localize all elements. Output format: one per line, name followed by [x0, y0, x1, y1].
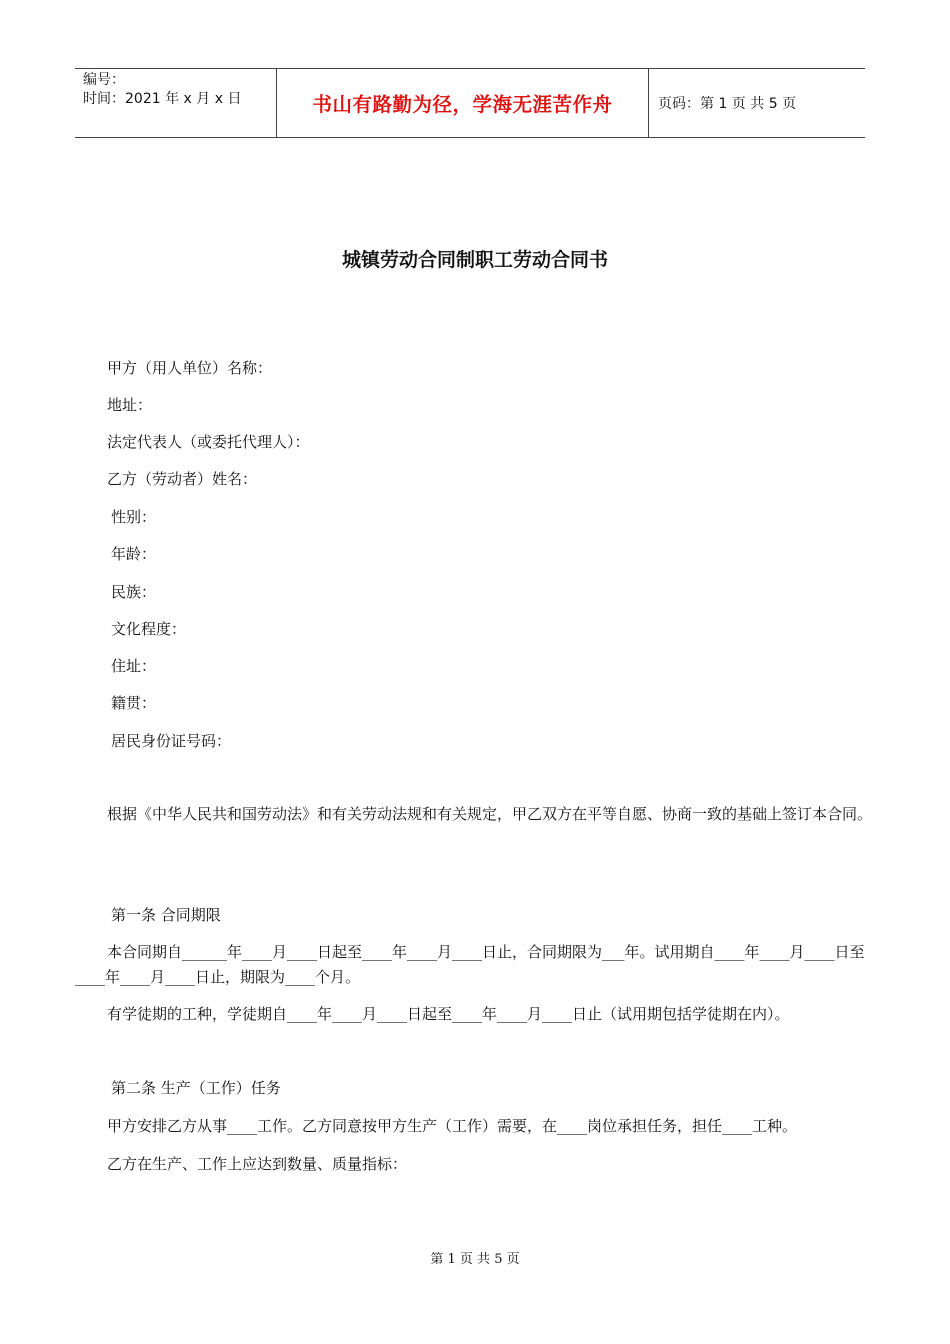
- field-age: 年龄：: [111, 545, 157, 563]
- article2-assignment-paragraph: 甲方安排乙方从事____工作。乙方同意按甲方生产（工作）需要，在____岗位承担任务，担任____工种。: [107, 1117, 798, 1135]
- header-page-info: 页码：第 1 页 共 5 页: [658, 96, 797, 112]
- field-native-place: 籍贯：: [111, 694, 157, 712]
- field-id-number: 居民身份证号码：: [111, 732, 232, 750]
- field-party-a-name: 甲方（用人单位）名称：: [107, 359, 273, 377]
- article1-heading: 第一条 合同期限: [111, 906, 221, 924]
- document-number-label: 编号：: [83, 72, 125, 88]
- field-gender: 性别：: [111, 508, 157, 526]
- article2-heading: 第二条 生产（工作）任务: [111, 1079, 281, 1097]
- field-address: 地址：: [107, 396, 153, 414]
- field-residence: 住址：: [111, 657, 157, 675]
- document-date-label: 时间：2021 年 x 月 x 日: [83, 91, 242, 107]
- page-footer: 第 1 页 共 5 页: [430, 1252, 520, 1267]
- intro-paragraph: 根据《中华人民共和国劳动法》和有关劳动法规和有关规定，甲乙双方在平等自愿、协商一致的基础上签订本合同。: [107, 805, 873, 823]
- field-party-b-name: 乙方（劳动者）姓名：: [107, 470, 258, 488]
- article1-apprentice-paragraph: 有学徒期的工种，学徒期自____年____月____日起至____年____月____日止（试用期包括学徒期在内）。: [107, 1005, 790, 1023]
- article1-term-paragraph: 本合同期自______年____月____日起至____年____月____日止，合同期限为___年。试用期自____年____月____日至____年____月____日止，期限为____个月。: [75, 943, 865, 986]
- field-education: 文化程度：: [111, 620, 187, 638]
- header-meta-cell: [75, 69, 277, 137]
- article2-quota-paragraph: 乙方在生产、工作上应达到数量、质量指标：: [107, 1155, 408, 1173]
- field-legal-representative: 法定代表人（或委托代理人）：: [107, 433, 310, 451]
- document-title: 城镇劳动合同制职工劳动合同书: [341, 249, 608, 271]
- header-motto: 书山有路勤为径，学海无涯苦作舟: [277, 69, 649, 137]
- field-ethnicity: 民族：: [111, 583, 157, 601]
- page-header: [75, 68, 865, 138]
